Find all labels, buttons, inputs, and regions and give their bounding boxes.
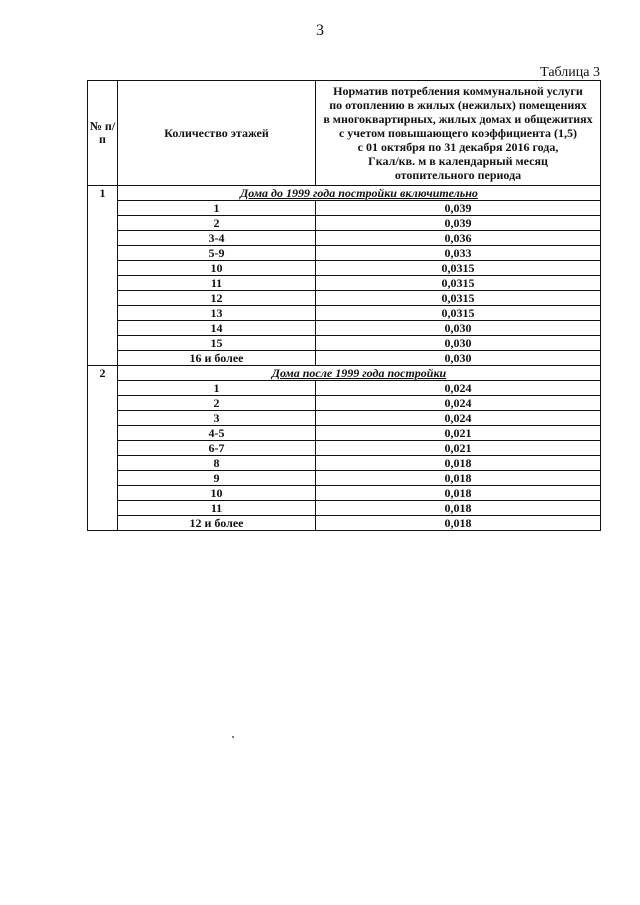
norm-value-cell: 0,039 [316, 216, 601, 231]
floors-cell: 1 [118, 381, 316, 396]
table-row [88, 381, 601, 396]
floors-cell: 2 [118, 216, 316, 231]
table-row [88, 276, 601, 291]
header-norm [316, 81, 601, 186]
group-title: Дома до 1999 года постройки включительно [118, 186, 601, 201]
norm-value-cell: 0,018 [316, 456, 601, 471]
group-number: 2 [88, 366, 118, 531]
table-row [88, 351, 601, 366]
norm-value-cell: 0,024 [316, 396, 601, 411]
header-norm-line: Норматив потребления коммунальной услуги [333, 84, 583, 98]
table-row [88, 486, 601, 501]
norm-value-cell: 0,033 [316, 246, 601, 261]
header-norm-line: Гкал/кв. м в календарный месяц [368, 154, 548, 168]
table-row [88, 261, 601, 276]
norm-value-cell: 0,030 [316, 321, 601, 336]
header-num: № п/п [88, 81, 118, 186]
table-row [88, 411, 601, 426]
table-body [88, 186, 601, 531]
norm-value-cell: 0,021 [316, 426, 601, 441]
group-number: 1 [88, 186, 118, 366]
floors-cell: 10 [118, 486, 316, 501]
table-row [88, 501, 601, 516]
header-norm-line: по отоплению в жилых (нежилых) помещениях [329, 98, 587, 112]
norm-value-cell: 0,030 [316, 336, 601, 351]
norm-value-cell: 0,018 [316, 516, 601, 531]
floors-cell: 12 [118, 291, 316, 306]
norm-value-cell: 0,018 [316, 471, 601, 486]
floors-cell: 11 [118, 501, 316, 516]
table-row [88, 291, 601, 306]
group-title: Дома после 1999 года постройки [118, 366, 601, 381]
header-row [88, 81, 601, 186]
floors-cell: 15 [118, 336, 316, 351]
table-row [88, 216, 601, 231]
page-number: 3 [316, 22, 324, 39]
floors-cell: 14 [118, 321, 316, 336]
floors-cell: 16 и более [118, 351, 316, 366]
table-row [88, 471, 601, 486]
header-norm-line: отопительного периода [394, 168, 522, 182]
floors-cell: 11 [118, 276, 316, 291]
norm-value-cell: 0,0315 [316, 306, 601, 321]
norm-value-cell: 0,036 [316, 231, 601, 246]
floors-cell: 3-4 [118, 231, 316, 246]
header-norm-line: с учетом повышающего коэффициента (1,5) [338, 126, 578, 140]
group-title-row [88, 186, 601, 201]
table-row [88, 246, 601, 261]
floors-cell: 13 [118, 306, 316, 321]
norm-value-cell: 0,0315 [316, 261, 601, 276]
table-row [88, 201, 601, 216]
table-caption: Таблица 3 [540, 65, 600, 80]
norm-value-cell: 0,0315 [316, 291, 601, 306]
norm-value-cell: 0,039 [316, 201, 601, 216]
norm-value-cell: 0,021 [316, 441, 601, 456]
table-row [88, 426, 601, 441]
norm-value-cell: 0,018 [316, 501, 601, 516]
floors-cell: 10 [118, 261, 316, 276]
floors-cell: 12 и более [118, 516, 316, 531]
norm-value-cell: 0,024 [316, 381, 601, 396]
norm-table [87, 80, 601, 531]
floors-cell: 1 [118, 201, 316, 216]
header-floors: Количество этажей [118, 81, 316, 186]
norm-value-cell: 0,024 [316, 411, 601, 426]
norm-value-cell: 0,018 [316, 486, 601, 501]
table-row [88, 441, 601, 456]
table-row [88, 456, 601, 471]
floors-cell: 3 [118, 411, 316, 426]
table-row [88, 336, 601, 351]
table-row [88, 231, 601, 246]
header-norm-line: с 01 октября по 31 декабря 2016 года, [357, 140, 559, 154]
table-row [88, 516, 601, 531]
floors-cell: 8 [118, 456, 316, 471]
norm-value-cell: 0,030 [316, 351, 601, 366]
floors-cell: 9 [118, 471, 316, 486]
table-row [88, 306, 601, 321]
table-row [88, 321, 601, 336]
header-norm-line: в многоквартирных, жилых домах и общежитиях [323, 112, 593, 126]
table-row [88, 396, 601, 411]
floors-cell: 2 [118, 396, 316, 411]
scan-speck [232, 736, 234, 738]
floors-cell: 4-5 [118, 426, 316, 441]
norm-value-cell: 0,0315 [316, 276, 601, 291]
floors-cell: 6-7 [118, 441, 316, 456]
floors-cell: 5-9 [118, 246, 316, 261]
group-title-row [88, 366, 601, 381]
